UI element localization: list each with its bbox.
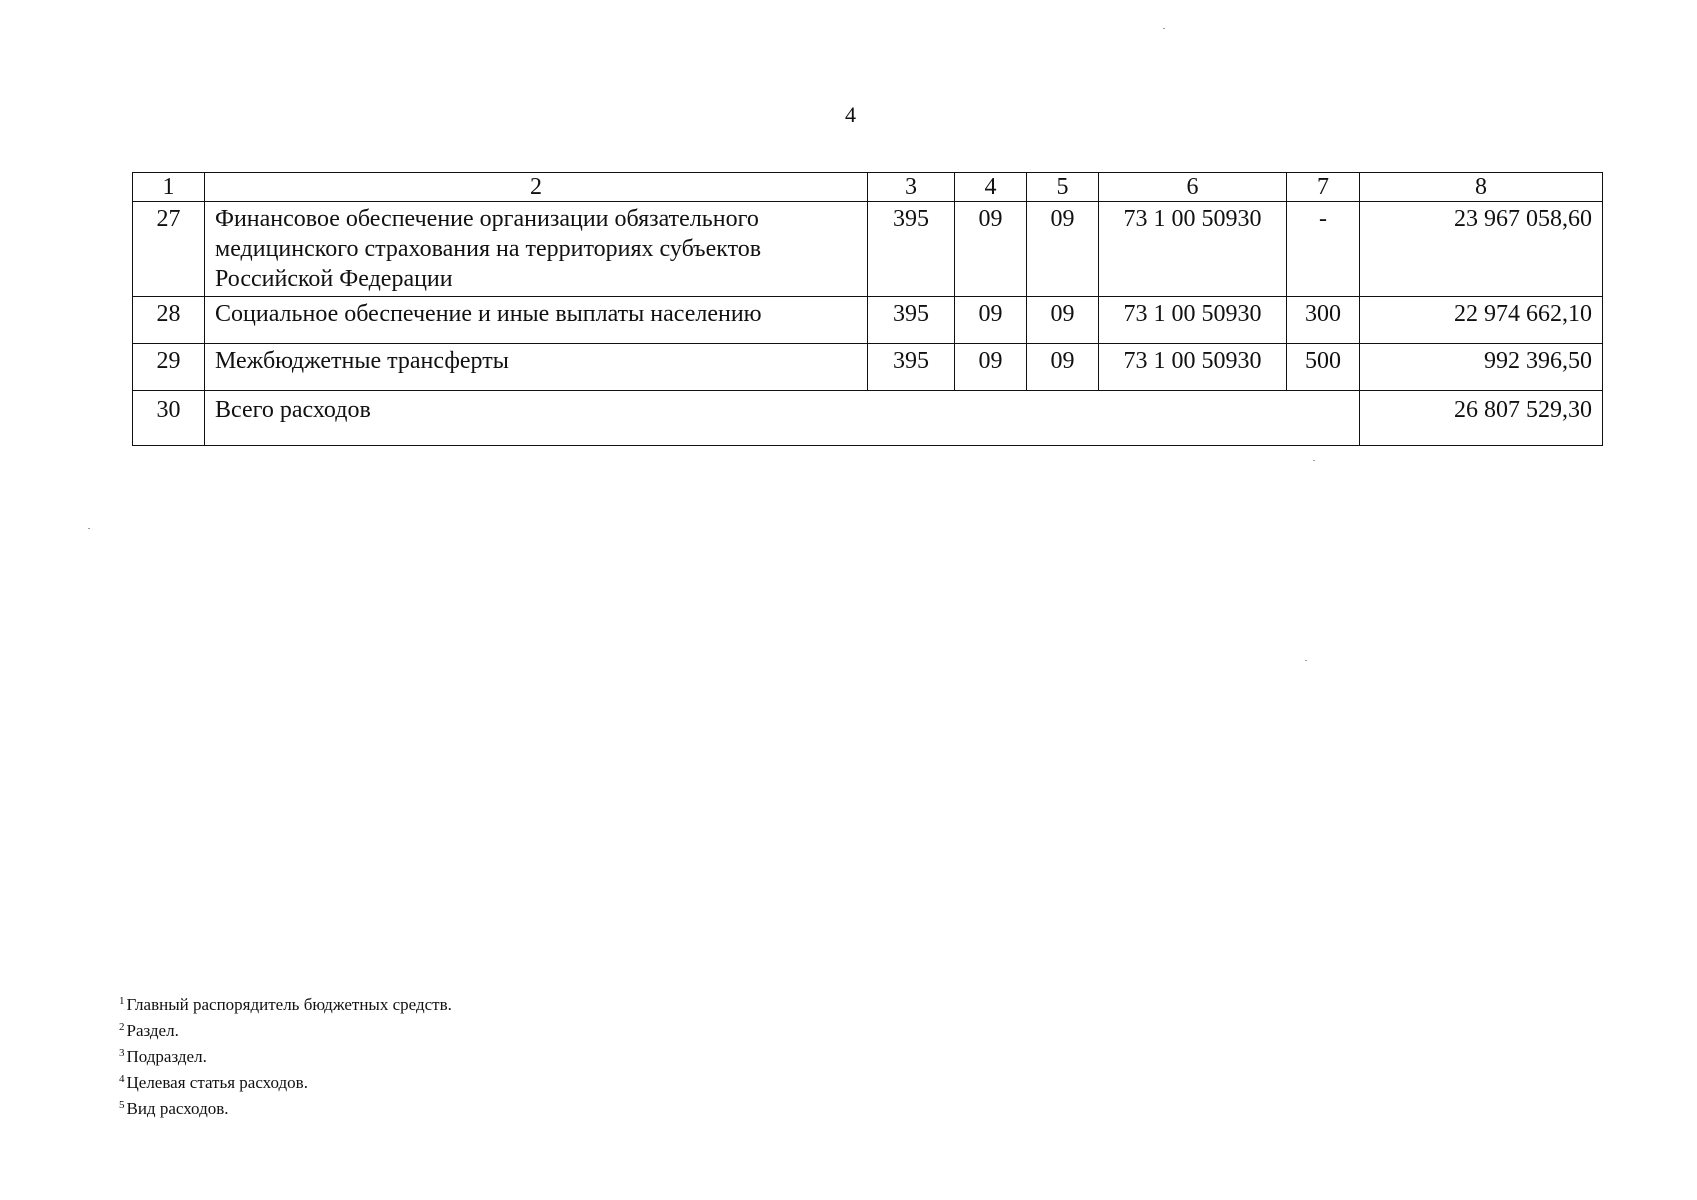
amount: 22 974 662,10 <box>1360 297 1603 344</box>
scan-speck <box>1313 460 1315 461</box>
row-name: Финансовое обеспечение организации обязательного медицинского страхования на территориях субъектов Российской Федерации <box>205 202 868 297</box>
footnote-text: Главный распорядитель бюджетных средств. <box>126 995 452 1014</box>
total-label: Всего расходов <box>205 391 1360 446</box>
header-cell: 6 <box>1099 173 1287 202</box>
target-article-code: 73 1 00 50930 <box>1099 344 1287 391</box>
footnote-mark: 2 <box>119 1021 125 1033</box>
footnote <box>119 1094 452 1120</box>
table-row <box>133 202 1603 297</box>
subsection-code: 09 <box>1027 297 1099 344</box>
footnote-text: Целевая статья расходов. <box>126 1073 308 1092</box>
ministry-code: 395 <box>868 297 955 344</box>
table-header-row <box>133 173 1603 202</box>
footnote-mark: 5 <box>119 1099 125 1111</box>
scan-speck <box>88 528 90 529</box>
subsection-code: 09 <box>1027 202 1099 297</box>
table-row <box>133 344 1603 391</box>
section-code: 09 <box>955 202 1027 297</box>
expense-type-code: 300 <box>1287 297 1360 344</box>
ministry-code: 395 <box>868 202 955 297</box>
total-amount: 26 807 529,30 <box>1360 391 1603 446</box>
row-number: 29 <box>133 344 205 391</box>
scan-speck <box>1305 660 1307 661</box>
footnotes <box>119 990 452 1120</box>
footnote-text: Раздел. <box>126 1021 179 1040</box>
footnote-mark: 3 <box>119 1047 125 1059</box>
target-article-code: 73 1 00 50930 <box>1099 202 1287 297</box>
footnote <box>119 990 452 1016</box>
footnote-mark: 1 <box>119 995 125 1007</box>
footnote <box>119 1068 452 1094</box>
footnote <box>119 1042 452 1068</box>
target-article-code: 73 1 00 50930 <box>1099 297 1287 344</box>
header-cell: 7 <box>1287 173 1360 202</box>
header-cell: 3 <box>868 173 955 202</box>
section-code: 09 <box>955 297 1027 344</box>
subsection-code: 09 <box>1027 344 1099 391</box>
section-code: 09 <box>955 344 1027 391</box>
ministry-code: 395 <box>868 344 955 391</box>
row-number: 30 <box>133 391 205 446</box>
row-name: Межбюджетные трансферты <box>205 344 868 391</box>
row-number: 28 <box>133 297 205 344</box>
expenses-table <box>132 172 1603 446</box>
amount: 23 967 058,60 <box>1360 202 1603 297</box>
amount: 992 396,50 <box>1360 344 1603 391</box>
scan-speck <box>1163 28 1165 29</box>
header-cell: 1 <box>133 173 205 202</box>
header-cell: 8 <box>1360 173 1603 202</box>
expense-type-code: 500 <box>1287 344 1360 391</box>
footnote-text: Подраздел. <box>126 1047 207 1066</box>
table-row <box>133 297 1603 344</box>
footnote-text: Вид расходов. <box>126 1099 229 1118</box>
header-cell: 4 <box>955 173 1027 202</box>
header-cell: 5 <box>1027 173 1099 202</box>
footnote <box>119 1016 452 1042</box>
page-number: 4 <box>845 102 856 127</box>
header-cell: 2 <box>205 173 868 202</box>
row-number: 27 <box>133 202 205 297</box>
expense-type-code: - <box>1287 202 1360 297</box>
row-name: Социальное обеспечение и иные выплаты населению <box>205 297 868 344</box>
footnote-mark: 4 <box>119 1073 125 1085</box>
total-row <box>133 391 1603 446</box>
